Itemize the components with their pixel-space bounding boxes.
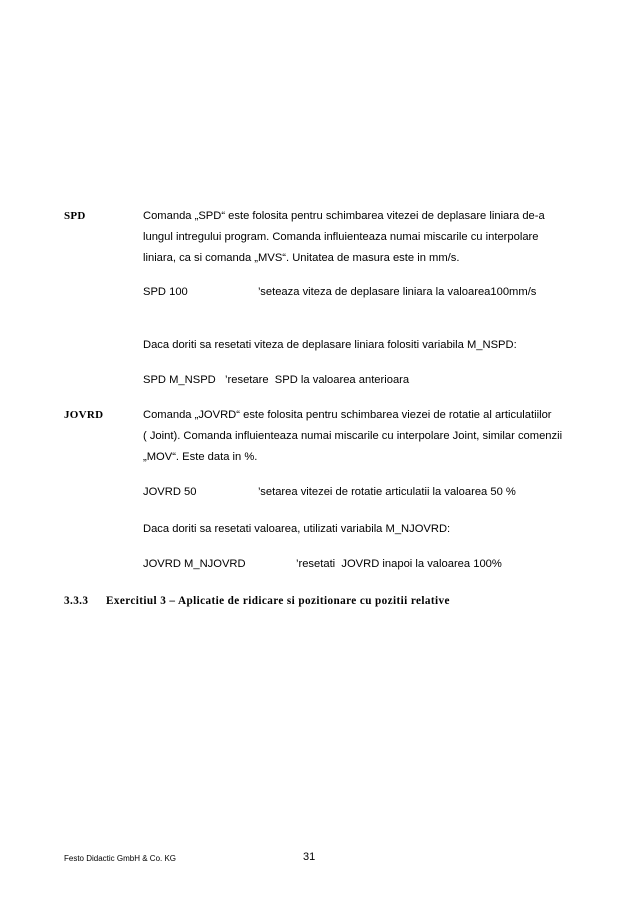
jovrd-reset-text: Daca doriti sa resetati valoarea, utilizati variabila M_NJOVRD: bbox=[143, 523, 451, 535]
spd-term: SPD bbox=[64, 210, 86, 222]
spd-reset-line: SPD M_NSPD ’resetare SPD la valoarea anterioara bbox=[143, 374, 410, 386]
jovrd-term: JOVRD bbox=[64, 409, 104, 421]
jovrd-desc-line-2: ( Joint). Comanda influienteaza numai miscarile cu interpolare Joint, similar comenzii bbox=[143, 430, 563, 442]
spd-example-command: SPD 100 bbox=[143, 286, 188, 298]
footer-company: Festo Didactic GmbH & Co. KG bbox=[64, 854, 177, 863]
spd-desc-line-1: Comanda „SPD“ este folosita pentru schimbarea vitezei de deplasare liniara de-a bbox=[143, 210, 545, 222]
jovrd-desc-line-1: Comanda „JOVRD“ este folosita pentru schimbarea viezei de rotatie al articulatiilor bbox=[143, 409, 552, 421]
section-heading bbox=[64, 595, 450, 607]
jovrd-desc-line-3: „MOV“. Este data in %. bbox=[143, 451, 258, 463]
jovrd-reset-command: JOVRD M_NJOVRD bbox=[143, 558, 246, 570]
section-title: Exercitiul 3 – Aplicatie de ridicare si pozitionare cu pozitii relative bbox=[106, 595, 450, 607]
jovrd-reset-comment: ’resetati JOVRD inapoi la valoarea 100% bbox=[296, 558, 502, 570]
spd-desc-line-3: liniara, ca si comanda „MVS“. Unitatea de masura este in mm/s. bbox=[143, 252, 460, 264]
jovrd-example-command: JOVRD 50 bbox=[143, 486, 197, 498]
spd-example-comment: ’seteaza viteza de deplasare liniara la valoarea100mm/s bbox=[258, 286, 537, 298]
page-number: 31 bbox=[303, 851, 316, 863]
jovrd-example-comment: ’setarea vitezei de rotatie articulatii la valoarea 50 % bbox=[258, 486, 516, 498]
spd-reset-text: Daca doriti sa resetati viteza de deplasare liniara folositi variabila M_NSPD: bbox=[143, 339, 517, 351]
spd-desc-line-2: lungul intregului program. Comanda influienteaza numai miscarile cu interpolare bbox=[143, 231, 539, 243]
section-number: 3.3.3 bbox=[64, 595, 89, 607]
